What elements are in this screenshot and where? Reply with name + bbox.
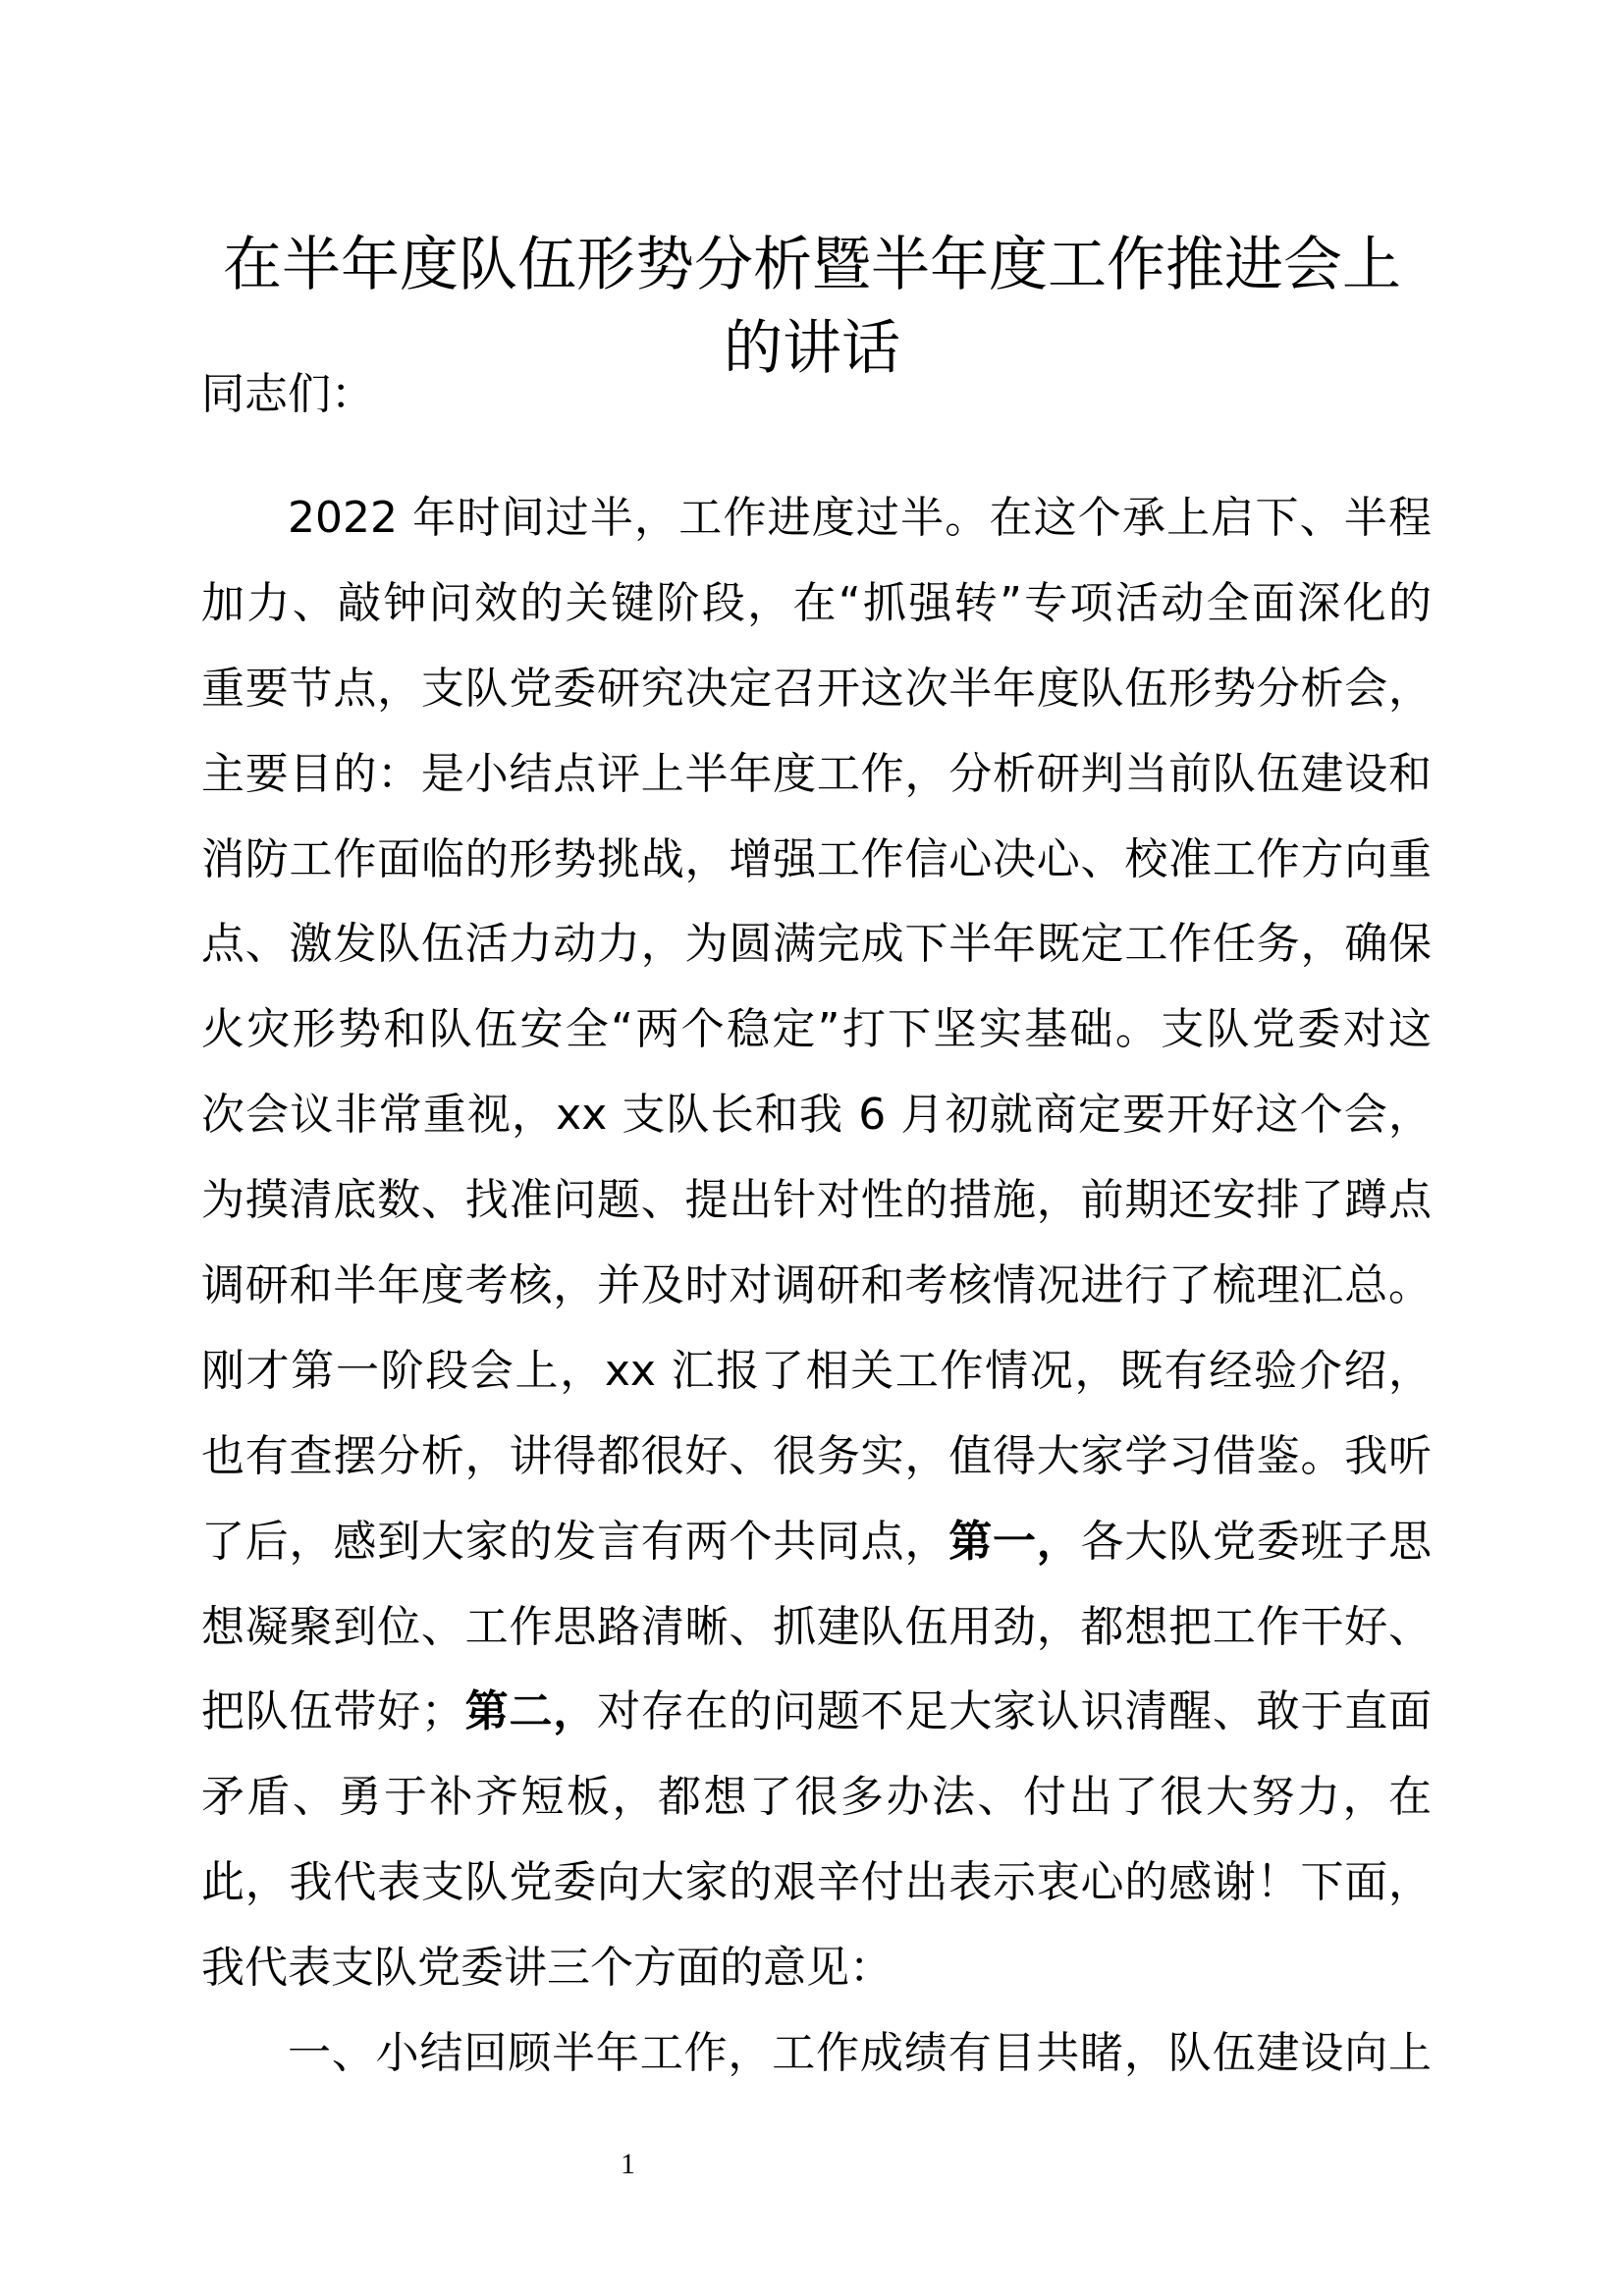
text-segment: 把队伍带好； xyxy=(201,1686,464,1737)
text-line xyxy=(201,902,1432,988)
greeting: 同志们： xyxy=(201,369,374,419)
page-number: 1 xyxy=(621,2148,635,2180)
section-heading xyxy=(201,2011,1432,2097)
text-line xyxy=(201,818,1432,903)
text-segment: 火灾形势和队伍安全“两个稳定”打下坚实基础。支队党委对这 xyxy=(201,1004,1432,1055)
text-line xyxy=(201,1585,1432,1671)
text-segment: 一、小结回顾半年工作，工作成绩有目共睹，队伍建设向上 xyxy=(288,2028,1432,2079)
text-segment: 点、激发队伍活力动力，为圆满完成下半年既定工作任务，确保 xyxy=(201,919,1432,970)
text-segment: 主要目的：是小结点评上半年度工作，分析研判当前队伍建设和 xyxy=(201,748,1432,799)
text-line xyxy=(201,1329,1432,1415)
text-segment: 次会议非常重视，xx 支队长和我 6 月初就商定要开好这个会， xyxy=(201,1090,1432,1141)
text-line xyxy=(201,1841,1432,1926)
text-segment: 各大队党委班子思 xyxy=(1080,1516,1433,1567)
bold-emphasis: 第一， xyxy=(948,1516,1081,1567)
text-line xyxy=(201,1073,1432,1158)
text-line xyxy=(201,988,1432,1073)
text-line xyxy=(201,647,1432,732)
bold-emphasis: 第二， xyxy=(463,1686,598,1737)
text-segment: 2022 年时间过半，工作进度过半。在这个承上启下、半程 xyxy=(288,493,1432,543)
text-line xyxy=(201,1670,1432,1755)
text-line xyxy=(201,1755,1432,1841)
text-segment: 想凝聚到位、工作思路清晰、抓建队伍用劲，都想把工作干好、 xyxy=(201,1601,1432,1652)
text-segment: 了后，感到大家的发言有两个共同点， xyxy=(201,1516,949,1567)
text-segment: 重要节点，支队党委研究决定召开这次半年度队伍形势分析会， xyxy=(201,663,1432,714)
text-line xyxy=(201,476,1432,561)
text-line xyxy=(201,1244,1432,1329)
text-line xyxy=(201,732,1432,818)
document-title-line-2: 的讲话 xyxy=(724,314,900,383)
text-line xyxy=(201,1158,1432,1244)
text-segment: 矛盾、勇于补齐短板，都想了很多办法、付出了很大努力，在 xyxy=(201,1772,1432,1823)
text-segment: 消防工作面临的形势挑战，增强工作信心决心、校准工作方向重 xyxy=(201,833,1432,884)
text-segment: 也有查摆分析，讲得都很好、很务实，值得大家学习借鉴。我听 xyxy=(201,1430,1432,1481)
text-line xyxy=(201,1926,1432,2011)
text-segment: 为摸清底数、找准问题、提出针对性的措施，前期还安排了蹲点 xyxy=(201,1175,1432,1226)
text-segment: 刚才第一阶段会上，xx 汇报了相关工作情况，既有经验介绍， xyxy=(201,1345,1432,1396)
text-line xyxy=(201,561,1432,647)
text-segment: 调研和半年度考核，并及时对调研和考核情况进行了梳理汇总。 xyxy=(201,1260,1432,1311)
text-segment: 对存在的问题不足大家认识清醒、敢于直面 xyxy=(597,1686,1433,1737)
document-title-line-1: 在半年度队伍形势分析暨半年度工作推进会上 xyxy=(223,231,1401,299)
text-segment: 此，我代表支队党委向大家的艰辛付出表示衷心的感谢！下面， xyxy=(201,1857,1432,1908)
text-line xyxy=(201,1500,1432,1585)
text-segment: 加力、敲钟问效的关键阶段，在“抓强转”专项活动全面深化的 xyxy=(201,577,1432,628)
text-segment: 我代表支队党委讲三个方面的意见： xyxy=(201,1943,893,1994)
text-line xyxy=(201,1415,1432,1500)
body-text xyxy=(201,476,1432,2097)
